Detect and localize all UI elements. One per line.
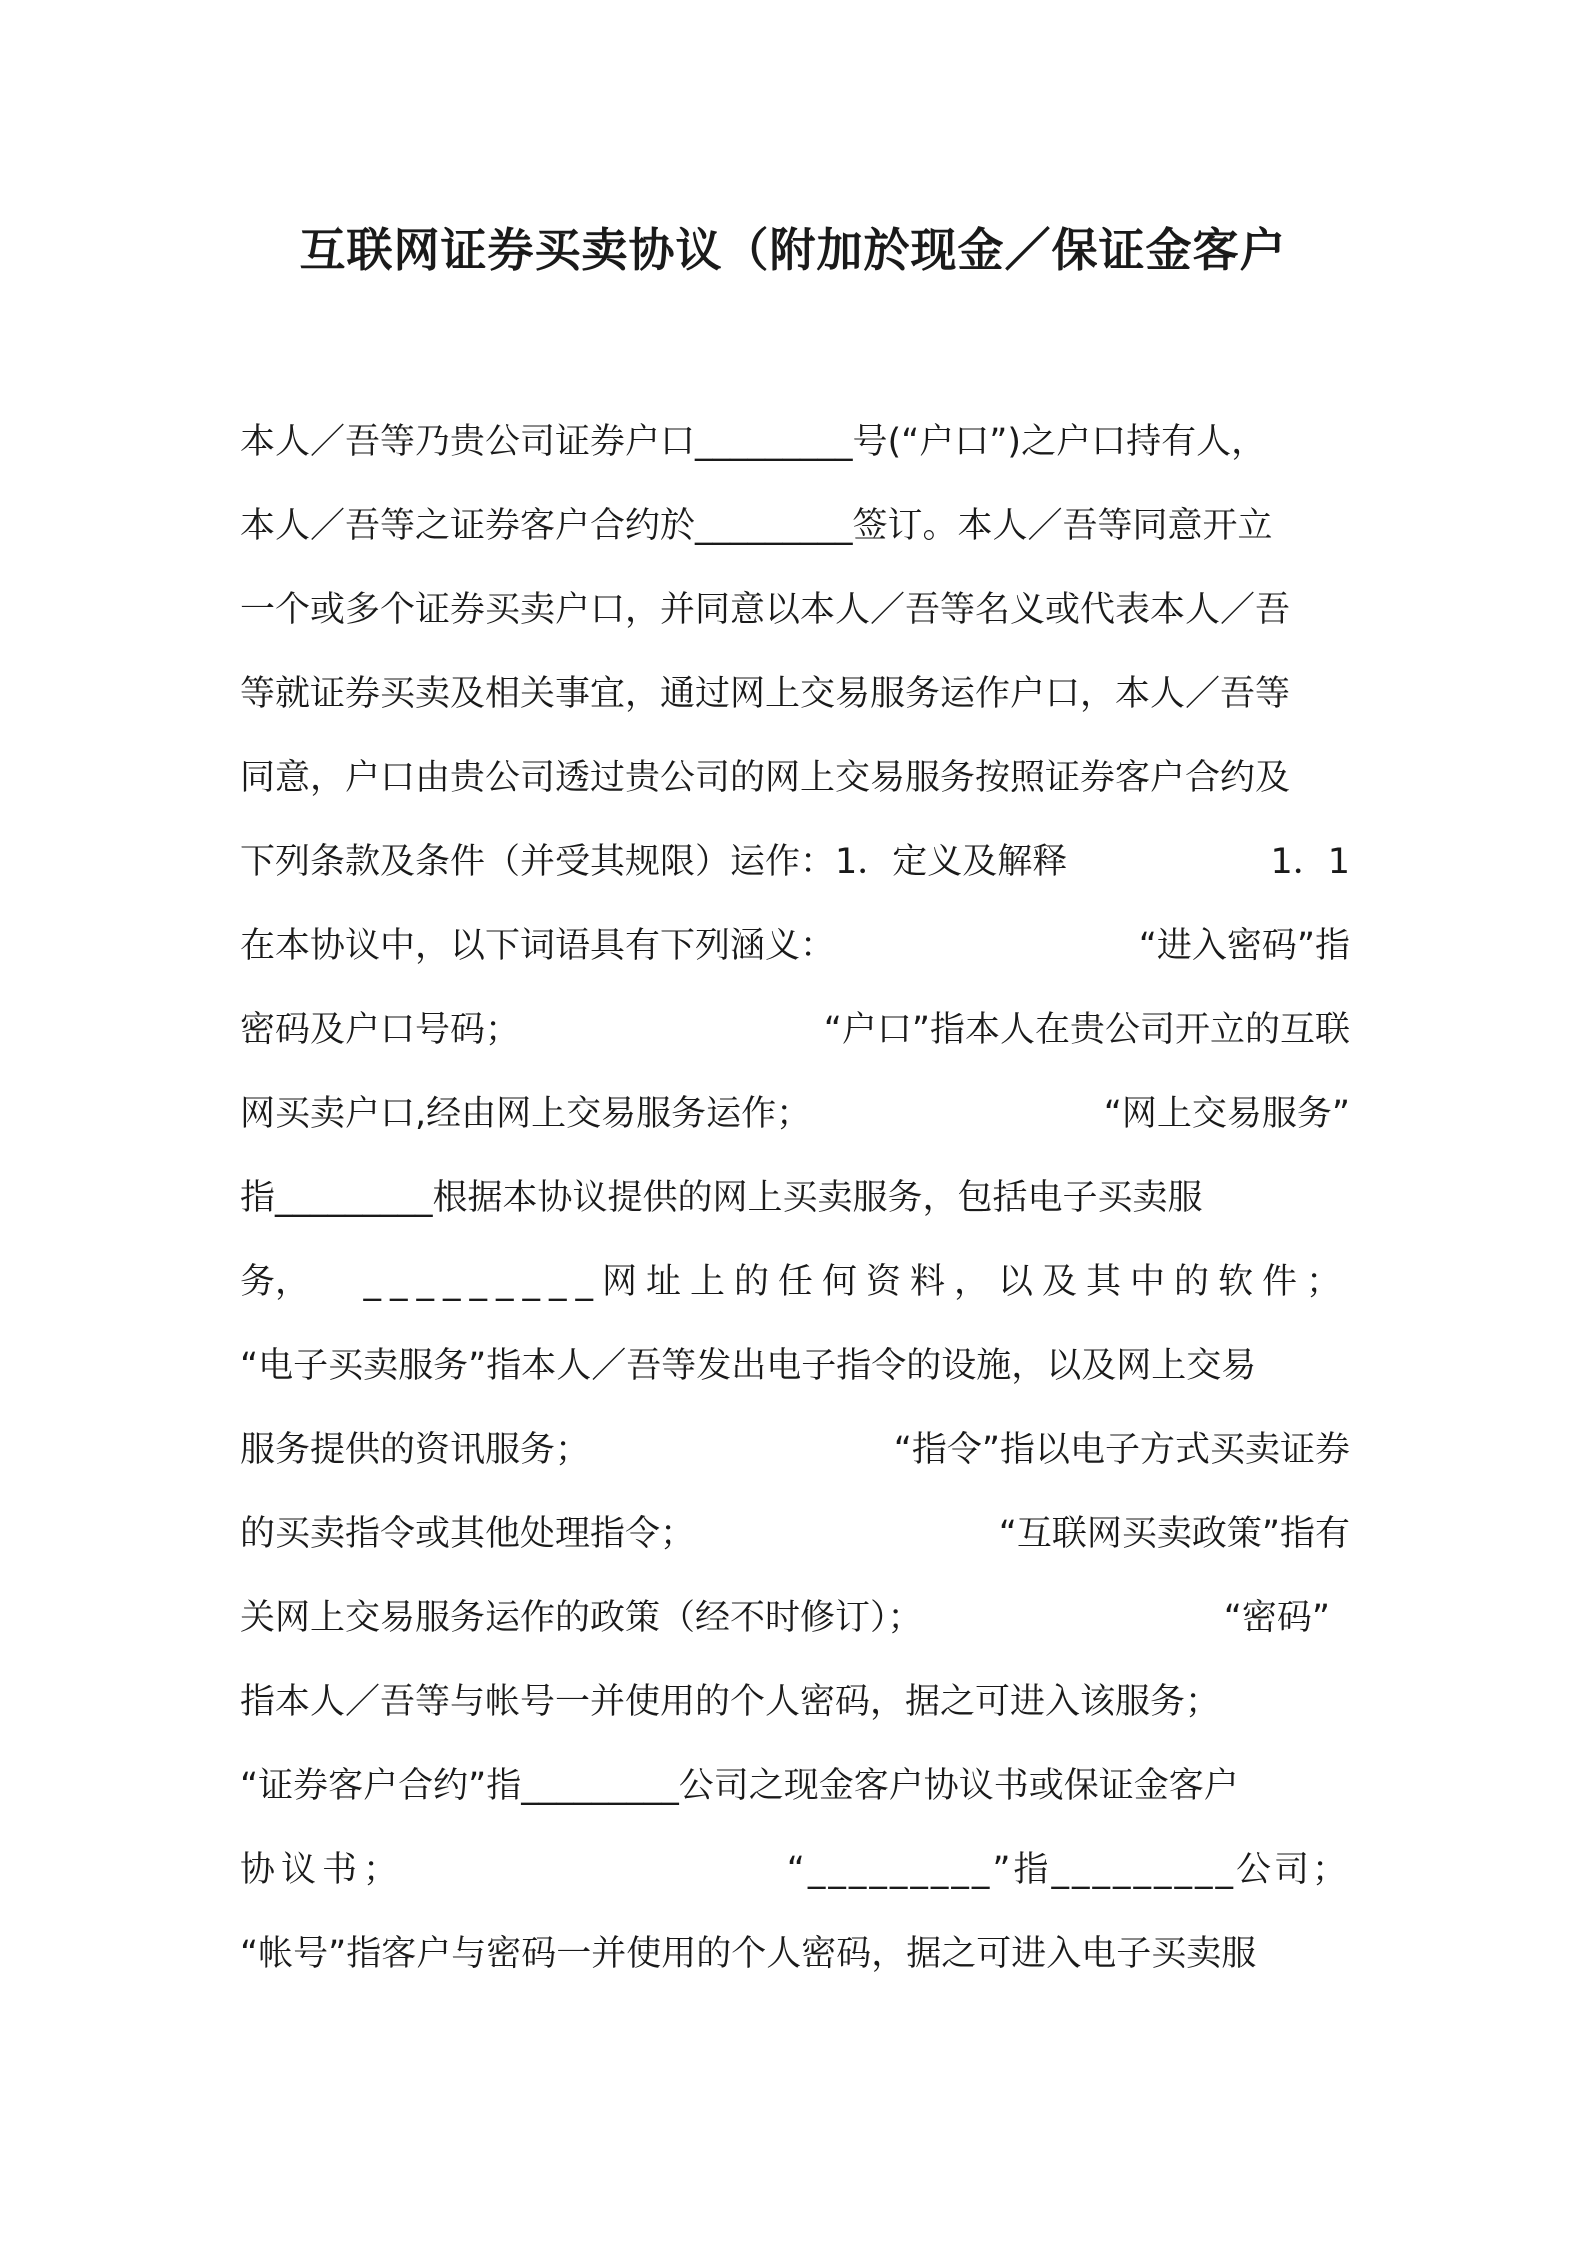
line-text: 下列条款及条件（并受其规限）运作：1．定义及解释 [240,842,1068,882]
line-text-right: “网上交易服务” [1103,1094,1350,1134]
line-text-right: “互联网买卖政策”指有 [998,1514,1350,1554]
line-text-right: 1．1 [1270,842,1350,882]
body-line-1 [240,400,1350,484]
body-line-14 [240,1492,1350,1576]
line-text: 等就证券买卖及相关事宜，通过网上交易服务运作户口，本人／吾等 [240,674,1291,714]
line-text: 服务提供的资讯服务； [240,1430,591,1470]
body-line-12 [240,1324,1350,1408]
line-text: “电子买卖服务”指本人／吾等发出电子指令的设施，以及网上交易 [240,1346,1257,1386]
body-line-4 [240,652,1350,736]
line-text-right: “进入密码”指 [1138,926,1350,966]
body-line-3 [240,568,1350,652]
body-line-9 [240,1072,1350,1156]
line-text-right: “指令”指以电子方式买卖证券 [893,1430,1350,1470]
document-body [240,400,1350,1996]
line-text: 一个或多个证券买卖户口，并同意以本人／吾等名义或代表本人／吾 [240,590,1291,630]
body-line-18 [240,1828,1350,1912]
line-text: 密码及户口号码； [240,1010,521,1050]
line-text: “帐号”指客户与密码一并使用的个人密码，据之可进入电子买卖服 [240,1934,1257,1974]
body-line-15 [240,1576,1350,1660]
line-text-right: “密码” [1223,1598,1330,1638]
body-line-16 [240,1660,1350,1744]
body-line-5 [240,736,1350,820]
line-text: 本人／吾等乃贵公司证券户口_________号(“户口”)之户口持有人， [240,422,1267,462]
document-title: 互联网证券买卖协议（附加於现金／保证金客户 [299,223,1287,277]
line-text: 指本人／吾等与帐号一并使用的个人密码，据之可进入该服务； [240,1682,1221,1722]
line-text-right: _________网址上的任何资料，以及其中的软件； [363,1262,1350,1302]
line-text-right: “_________”指_________公司； [786,1850,1350,1890]
body-line-11 [240,1240,1350,1324]
line-text: 务， [240,1262,311,1302]
body-line-6 [240,820,1350,904]
line-text: 协议书； [240,1850,405,1890]
line-text: 指_________根据本协议提供的网上买卖服务，包括电子买卖服 [240,1178,1203,1218]
body-line-19 [240,1912,1350,1996]
body-line-17 [240,1744,1350,1828]
body-line-7 [240,904,1350,988]
line-text: 的买卖指令或其他处理指令； [240,1514,696,1554]
body-line-2 [240,484,1350,568]
line-text: 在本协议中，以下词语具有下列涵义： [240,926,836,966]
line-text: “证券客户合约”指_________公司之现金客户协议书或保证金客户 [240,1766,1239,1806]
line-text-right: “户口”指本人在贵公司开立的互联 [823,1010,1350,1050]
body-line-13 [240,1408,1350,1492]
body-line-8 [240,988,1350,1072]
line-text: 本人／吾等之证券客户合约於_________签订。本人／吾等同意开立 [240,506,1273,546]
line-text: 关网上交易服务运作的政策（经不时修订）； [240,1598,923,1638]
line-text: 网买卖户口,经由网上交易服务运作； [240,1094,812,1134]
body-line-10 [240,1156,1350,1240]
line-text: 同意，户口由贵公司透过贵公司的网上交易服务按照证券客户合约及 [240,758,1291,798]
